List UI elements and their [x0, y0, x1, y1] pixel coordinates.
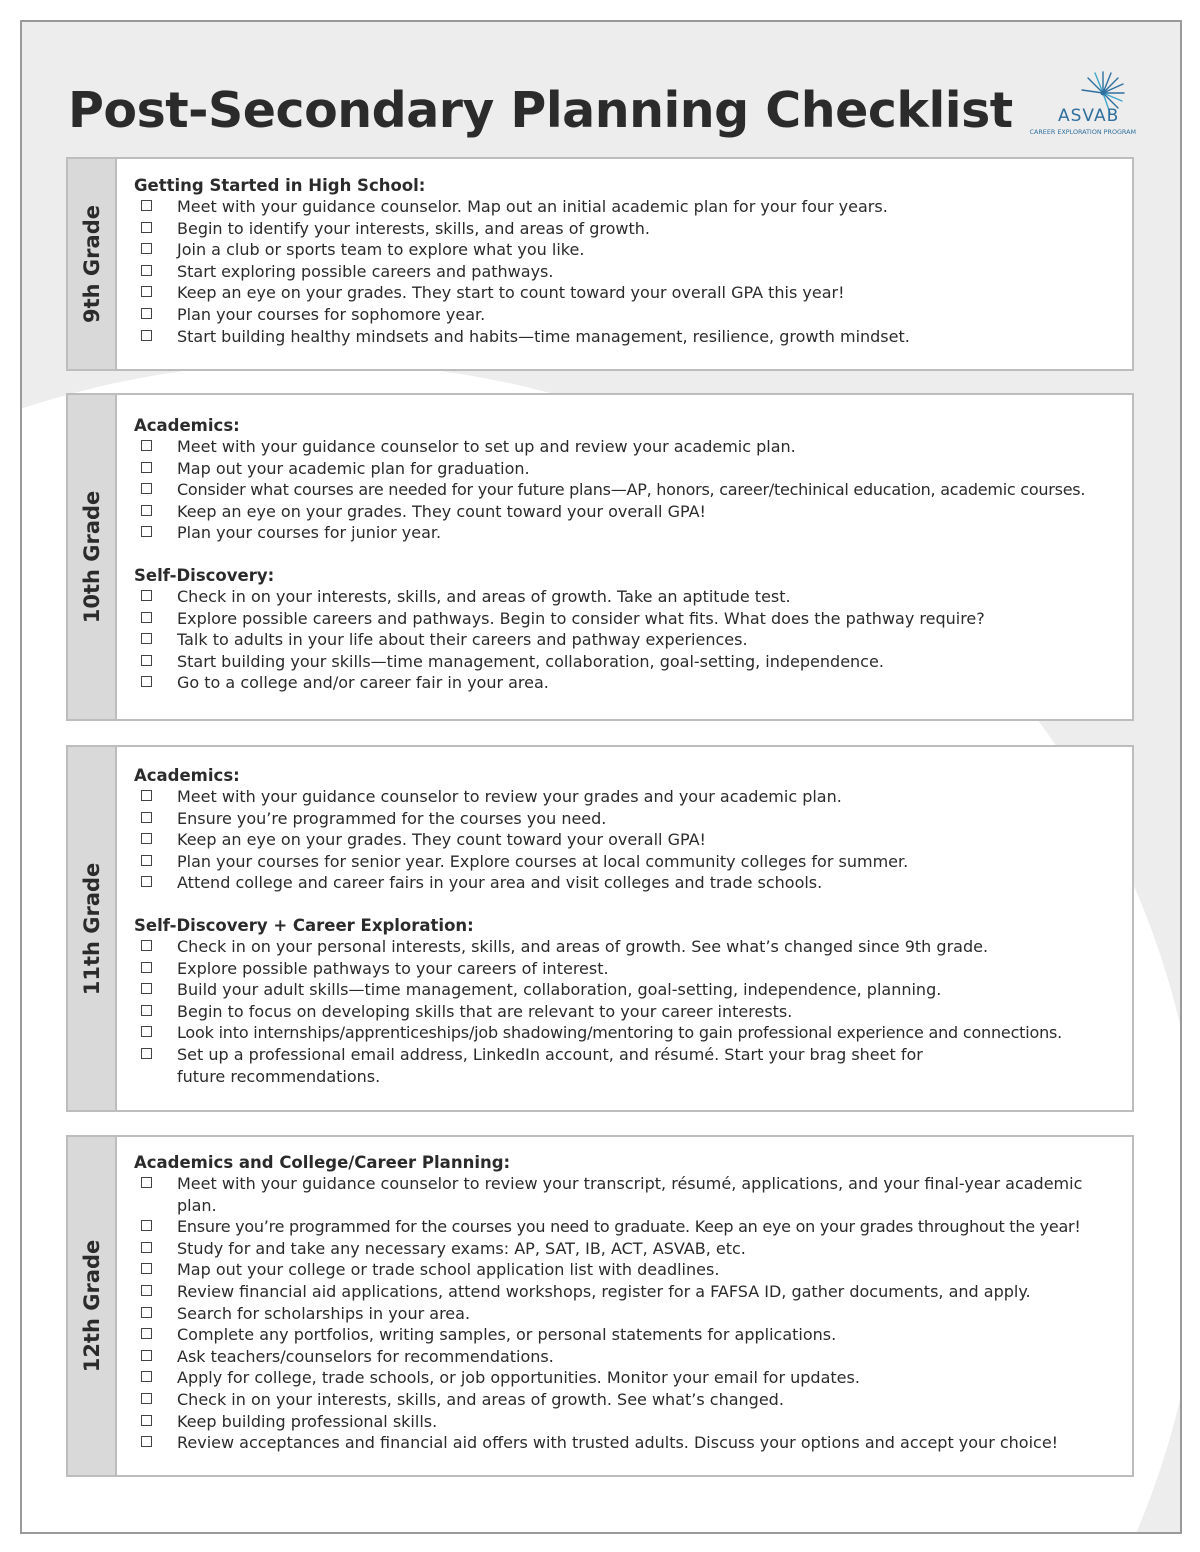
item-text: Keep an eye on your grades. They count toward your overall GPA! [177, 830, 706, 850]
checklist-item [134, 261, 1128, 283]
checklist-item [134, 1324, 1128, 1346]
checklist-item [134, 458, 1128, 480]
section-12th-grade [66, 1135, 1134, 1477]
checkbox[interactable] [141, 1415, 152, 1426]
checklist-item [134, 651, 1128, 673]
checkbox[interactable] [141, 1436, 152, 1447]
item-text: Keep an eye on your grades. They count toward your overall GPA! [177, 501, 706, 521]
checklist [134, 1173, 1128, 1454]
checkbox[interactable] [141, 483, 152, 494]
checklist-item [134, 979, 1128, 1001]
grade-tab [68, 747, 117, 1110]
item-text: Meet with your guidance counselor to review your transcript, résumé, applications, and your final-year academic plan. [177, 1174, 1083, 1215]
item-text: Build your adult skills—time management, collaboration, goal-setting, independence, planning. [177, 980, 942, 1000]
checklist [134, 786, 1128, 894]
checklist-item [134, 479, 1128, 501]
checkbox[interactable] [141, 833, 152, 844]
item-text: Check in on your personal interests, skills, and areas of growth. See what’s changed since 9th grade. [177, 936, 989, 956]
group-title: Self-Discovery: [134, 565, 275, 585]
checkbox[interactable] [141, 265, 152, 276]
checkbox[interactable] [141, 790, 152, 801]
item-text: Map out your academic plan for graduation. [177, 458, 530, 478]
group-title: Academics: [134, 416, 240, 435]
grade-label: 11th Grade [79, 862, 104, 995]
checklist-item [134, 1238, 1128, 1260]
checklist-group [134, 415, 1128, 544]
item-text: Ensure you’re programmed for the courses you need. [177, 808, 607, 828]
checkbox[interactable] [141, 440, 152, 451]
item-text: Start building healthy mindsets and habits—time management, resilience, growth mindset. [177, 326, 910, 346]
checklist-item [134, 196, 1128, 218]
checklist-item [134, 936, 1128, 958]
checkbox[interactable] [141, 940, 152, 951]
checkbox[interactable] [141, 526, 152, 537]
checklist [134, 436, 1128, 544]
checklist [134, 936, 1128, 1087]
checkbox[interactable] [141, 1285, 152, 1296]
checklist-item [134, 1259, 1128, 1281]
grade-tab [68, 159, 117, 369]
section-9th-grade [66, 157, 1134, 371]
checkbox[interactable] [141, 983, 152, 994]
checkbox[interactable] [141, 1350, 152, 1361]
checkbox[interactable] [141, 462, 152, 473]
item-text: Start exploring possible careers and pathways. [177, 261, 554, 281]
checklist-item [134, 522, 1128, 544]
item-text: Meet with your guidance counselor to set up and review your academic plan. [177, 437, 796, 456]
checklist-item [134, 436, 1128, 458]
checklist-item [134, 1346, 1128, 1368]
checkbox[interactable] [141, 505, 152, 516]
item-text: Ensure you’re programmed for the courses you need to graduate. Keep an eye on your grades throughout the year! [177, 1217, 1081, 1237]
asvab-logo [1014, 70, 1144, 140]
checklist-item [134, 608, 1128, 630]
checklist-item [134, 1389, 1128, 1411]
item-text: Begin to focus on developing skills that are relevant to your career interests. [177, 1001, 793, 1021]
checkbox[interactable] [141, 1026, 152, 1037]
section-11th-grade [66, 745, 1134, 1112]
item-text: Look into internships/apprenticeships/job shadowing/mentoring to gain professional experience and connections. [177, 1023, 1063, 1043]
checklist-item [134, 218, 1128, 240]
item-text: Consider what courses are needed for your future plans—AP, honors, career/techinical education, academic courses. [177, 480, 1086, 500]
checkbox[interactable] [141, 812, 152, 823]
checklist-item [134, 1281, 1128, 1303]
checkbox[interactable] [141, 1371, 152, 1382]
checkbox[interactable] [141, 222, 152, 233]
item-text: Review financial aid applications, attend workshops, register for a FAFSA ID, gather documents, and apply. [177, 1281, 1031, 1301]
checkbox[interactable] [141, 1005, 152, 1016]
grade-tab [68, 395, 117, 719]
checklist-item [134, 872, 1128, 894]
checklist-group [134, 765, 1128, 894]
item-text: Join a club or sports team to explore what you like. [177, 240, 585, 260]
item-text: Check in on your interests, skills, and areas of growth. See what’s changed. [177, 1389, 784, 1409]
item-text: Go to a college and/or career fair in your area. [177, 673, 549, 693]
checklist [134, 586, 1128, 694]
checklist-item [134, 586, 1128, 608]
checklist-group [134, 915, 1128, 1087]
checklist-item [134, 501, 1128, 523]
item-text: Ask teachers/counselors for recommendations. [177, 1346, 554, 1366]
checklist-item [134, 1001, 1128, 1023]
page-title: Post-Secondary Planning Checklist [68, 82, 1013, 139]
item-text: Complete any portfolios, writing samples, or personal statements for applications. [177, 1325, 837, 1345]
checklist-group [134, 1152, 1128, 1454]
checklist-item [134, 1173, 1107, 1216]
checkbox[interactable] [141, 612, 152, 623]
checkbox[interactable] [141, 1393, 152, 1404]
item-text: Set up a professional email address, LinkedIn account, and résumé. Start your brag sheet for future recommendations. [177, 1044, 923, 1086]
item-text: Meet with your guidance counselor. Map out an initial academic plan for your four years. [177, 197, 888, 216]
checkbox[interactable] [141, 243, 152, 254]
checklist-item [134, 851, 1128, 873]
item-text: Map out your college or trade school application list with deadlines. [177, 1260, 720, 1280]
checkbox[interactable] [141, 1263, 152, 1274]
checklist-item [134, 829, 1128, 851]
checklist-item [134, 1022, 1128, 1044]
checkbox[interactable] [141, 590, 152, 601]
checklist-item [134, 786, 1128, 808]
grade-label: 9th Grade [79, 205, 104, 323]
checklist-item [134, 1044, 957, 1087]
item-text: Plan your courses for senior year. Explore courses at local community colleges for summer. [177, 851, 909, 871]
item-text: Explore possible pathways to your careers of interest. [177, 958, 609, 978]
checklist-item [134, 1216, 1128, 1238]
section-10th-grade [66, 393, 1134, 721]
checkbox[interactable] [141, 1242, 152, 1253]
checklist-item [134, 1411, 1128, 1433]
item-text: Talk to adults in your life about their careers and pathway experiences. [177, 630, 748, 650]
group-title: Self-Discovery + Career Exploration: [134, 915, 474, 935]
checklist-page [20, 20, 1182, 1534]
item-text: Plan your courses for junior year. [177, 523, 442, 543]
logo-subtitle: CAREER EXPLORATION PROGRAM [1029, 128, 1136, 136]
item-text: Study for and take any necessary exams: AP, SAT, IB, ACT, ASVAB, etc. [177, 1238, 746, 1258]
checkbox[interactable] [141, 1048, 152, 1059]
grade-label: 12th Grade [79, 1239, 104, 1373]
checkbox[interactable] [141, 1177, 152, 1188]
logo-wordmark: ASVAB [1058, 106, 1120, 126]
checkbox[interactable] [141, 633, 152, 644]
item-text: Explore possible careers and pathways. Begin to consider what fits. What does the pathway require? [177, 608, 985, 628]
checkbox[interactable] [141, 1328, 152, 1339]
checklist-item [134, 672, 1128, 694]
grade-tab [68, 1137, 117, 1475]
checklist-item [134, 958, 1128, 980]
checklist [134, 196, 1128, 347]
item-text: Plan your courses for sophomore year. [177, 304, 486, 324]
item-text: Keep building professional skills. [177, 1411, 438, 1431]
group-title: Getting Started in High School: [134, 176, 426, 195]
checkbox[interactable] [141, 286, 152, 297]
item-text: Search for scholarships in your area. [177, 1303, 471, 1323]
item-text: Start building your skills—time management, collaboration, goal-setting, independence. [177, 651, 884, 671]
item-text: Review acceptances and financial aid offers with trusted adults. Discuss your options and accept your choice! [177, 1433, 1059, 1453]
checklist-item [134, 239, 1128, 261]
group-title: Academics: [134, 766, 240, 785]
checkbox[interactable] [141, 330, 152, 341]
checkbox[interactable] [141, 855, 152, 866]
checklist-item [134, 326, 1128, 348]
item-text: Begin to identify your interests, skills, and areas of growth. [177, 218, 650, 238]
grade-label: 10th Grade [79, 490, 104, 624]
checklist-item [134, 1432, 1128, 1454]
checklist-group [134, 175, 1128, 347]
checkbox[interactable] [141, 655, 152, 666]
checkbox[interactable] [141, 1220, 152, 1231]
checklist-item [134, 808, 1128, 830]
item-text: Attend college and career fairs in your area and visit colleges and trade schools. [177, 873, 823, 893]
item-text: Apply for college, trade schools, or job opportunities. Monitor your email for updates. [177, 1368, 860, 1388]
checklist-group [134, 565, 1128, 694]
checklist-item [134, 304, 1128, 326]
checkbox[interactable] [141, 308, 152, 319]
group-title: Academics and College/Career Planning: [134, 1153, 511, 1172]
checkbox[interactable] [141, 1307, 152, 1318]
checkbox[interactable] [141, 876, 152, 887]
checkbox[interactable] [141, 962, 152, 973]
item-text: Check in on your interests, skills, and areas of growth. Take an aptitude test. [177, 586, 791, 606]
item-text: Meet with your guidance counselor to review your grades and your academic plan. [177, 787, 842, 806]
item-text: Keep an eye on your grades. They start to count toward your overall GPA this year! [177, 283, 845, 303]
checkbox[interactable] [141, 200, 152, 211]
checklist-item [134, 1303, 1128, 1325]
checklist-item [134, 282, 1128, 304]
checklist-item [134, 629, 1128, 651]
checkbox[interactable] [141, 676, 152, 687]
checklist-item [134, 1367, 1128, 1389]
